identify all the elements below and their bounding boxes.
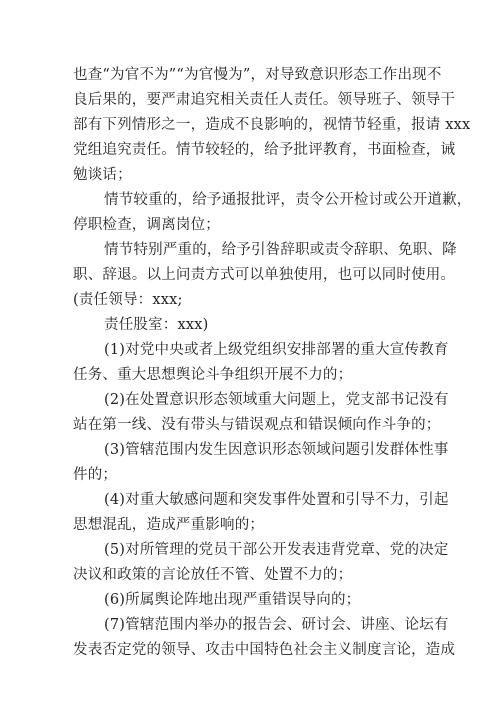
text-line: 思想混乱，造成严重影响的； xyxy=(73,517,265,533)
text-line: 责任股室：xxx) xyxy=(104,317,209,333)
text-line: 任务、重大思想舆论斗争组织开展不力的； xyxy=(73,367,353,383)
text-line: (5)对所管理的党员干部公开发表违背党章、党的决定 xyxy=(104,542,449,558)
text-line: (2)在处置意识形态领域重大问题上，党支部书记没有 xyxy=(104,392,449,408)
text-line: 发表否定党的领导、攻击中国特色社会主义制度言论，造成 xyxy=(73,642,456,658)
text-line: (6)所属舆论阵地出现严重错误导向的； xyxy=(104,592,361,608)
text-line: 件的； xyxy=(73,467,118,483)
text-line: 情节特别严重的，给予引咎辞职或责令辞职、免职、降 xyxy=(104,242,457,258)
text-line: 党组追究责任。情节较轻的，给予批评教育，书面检查，诫 xyxy=(73,142,456,158)
text-line: 站在第一线、没有带头与错误观点和错误倾向作斗争的； xyxy=(73,417,441,433)
text-line: 情节较重的，给予通报批评，责令公开检讨或公开道歉， xyxy=(104,192,472,208)
text-line: 部有下列情形之一，造成不良影响的，视情节轻重，报请 xxx xyxy=(73,117,471,133)
text-line: 停职检查，调离岗位； xyxy=(73,217,220,233)
text-line: (责任领导：xxx; xyxy=(73,292,183,308)
text-line: (3)管辖范围内发生因意识形态领域问题引发群体性事 xyxy=(104,442,449,458)
text-line: (1)对党中央或者上级党组织安排部署的重大宣传教育 xyxy=(104,342,449,358)
text-line: (7)管辖范围内举办的报告会、研讨会、讲座、论坛有 xyxy=(104,617,449,633)
text-line: 职、辞退。以上问责方式可以单独使用，也可以同时使用。 xyxy=(73,267,456,283)
text-line: 良后果的，要严肃追究相关责任人责任。领导班子、领导干 xyxy=(73,92,456,108)
text-line: 勉谈话； xyxy=(73,167,132,183)
text-line: 也查“为官不为”“为官慢为”，对导致意识形态工作出现不 xyxy=(73,67,442,83)
text-line: (4)对重大敏感问题和突发事件处置和引导不力，引起 xyxy=(104,492,449,508)
text-line: 决议和政策的言论放任不管、处置不力的； xyxy=(73,567,353,583)
